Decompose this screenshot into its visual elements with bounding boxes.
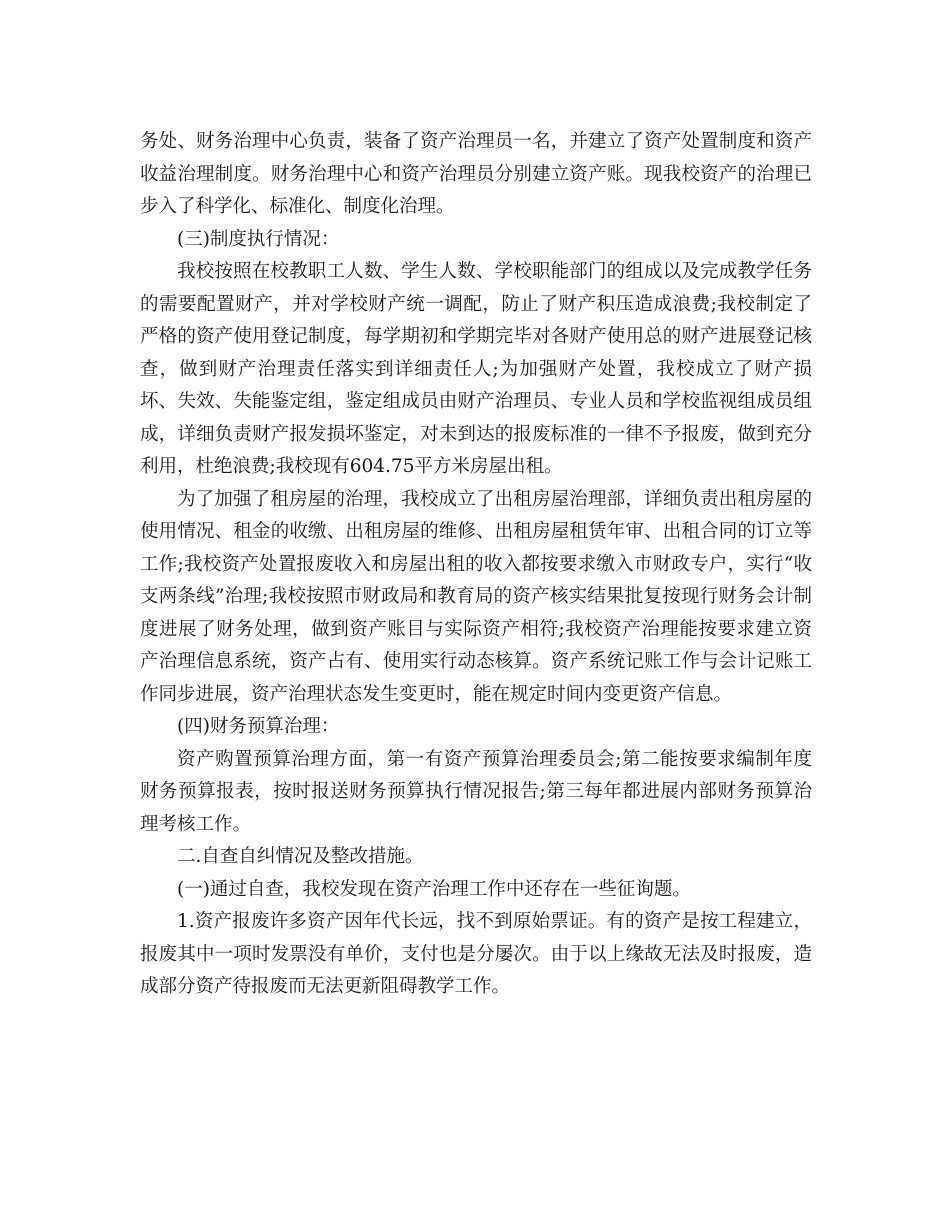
- paragraph-budget-management: 资产购置预算治理方面，第一有资产预算治理委员会;第二能按要求编制年度财务预算报表，按时报送财务预算执行情况报告;第三每年都进展内部财务预算治理考核工作。: [140, 748, 812, 835]
- paragraph-rental-management: 为了加强了租房屋的治理，我校成立了出租房屋治理部，详细负责出租房屋的使用情况、租金的收缴、出租房屋的维修、出租房屋租赁年审、出租合同的订立等工作;我校资产处置报废收入和房屋出租的收入都按要求缴入市财政专户，实行“收支两条线”治理;我校按照市财政局和教育局的资产核实结果批复按现行财务会计制度进展了财务处理，做到资产账目与实际资产相符;我校资产治理能按要求建立资产治理信息系统，资产占有、使用实行动态核算。资产系统记账工作与会计记账工作同步进展，资产治理状态发生变更时，能在规定时间内变更资产信息。: [140, 488, 812, 705]
- paragraph-asset-management-intro: 务处、财务治理中心负责，装备了资产治理员一名，并建立了资产处置制度和资产收益治理制度。财务治理中心和资产治理员分别建立资产账。现我校资产的治理已步入了科学化、标准化、制度化治理。: [140, 131, 812, 217]
- paragraph-asset-scrapping: 1.资产报废许多资产因年代长远，找不到原始票证。有的资产是按工程建立，报废其中一项时发票没有单价，支付也是分屡次。由于以上缘故无法及时报废，造成部分资产待报废而无法更新阻碍教学工作。: [140, 911, 812, 997]
- paragraph-system-execution: 我校按照在校教职工人数、学生人数、学校职能部门的组成以及完成教学任务的需要配置财产，并对学校财产统一调配，防止了财产积压造成浪费;我校制定了严格的资产使用登记制度，每学期初和学期完毕对各财产使用总的财产进展登记核查，做到财产治理责任落实到详细责任人;为加强财产处置，我校成立了财产损坏、失效、失能鉴定组，鉴定组成员由财产治理员、专业人员和学校监视组成员组成，详细负责财产报发损坏鉴定，对未到达的报废标准的一律不予报废，做到充分利用，杜绝浪费;我校现有604.75平方米房屋出租。: [140, 261, 812, 477]
- heading-system-execution: (三)制度执行情况：: [177, 228, 340, 250]
- heading-budget-management: (四)财务预算治理：: [177, 716, 340, 737]
- heading-self-inspection: 二.自查自纠情况及整改措施。: [177, 846, 424, 867]
- document-page: [140, 126, 812, 1004]
- paragraph-problems-found: (一)通过自查，我校发现在资产治理工作中还存在一些征询题。: [177, 878, 691, 900]
